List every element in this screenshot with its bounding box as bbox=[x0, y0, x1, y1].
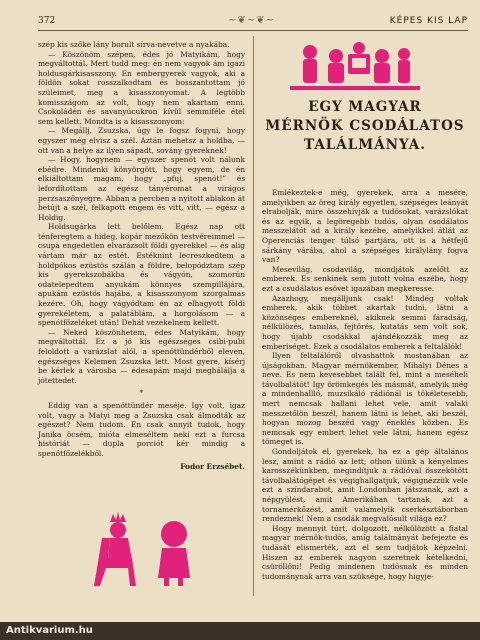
title-line: TALÁLMÁNYA. bbox=[304, 137, 426, 153]
children-radio-illustration bbox=[290, 36, 420, 94]
paragraph: Eddig van a spenóttündér meséje. Igy volt, igaz volt, vagy a Matyi meg a Zsuzska csak álmodták az egészet? Nem tudom. En csak annyit tudok, hogy Janika öcsém, mióta elmeséltem neki ezt a furcsa históriát — dupla porciót kér mindig a spenótfőzelékből. bbox=[38, 400, 245, 458]
paragraph: — Köszönöm szépen, édes jó Matyikám, hogy megváltottál. Mert tudd meg: én nem vagyok ám igazi holdusgárkisasszony. En embergyerek vagyok, aki a földön sokat rosszalkodtam és bosszantottam jó szüleimet, meg a kisasszonyomat. A legtöbb komisszágom az volt, hogy nem akartam enni. Csokoládén és savanyúcukron kívül semmiféle étel sem kellett. Mondta is a kisasszonyom: bbox=[38, 49, 245, 126]
right-column bbox=[262, 188, 468, 581]
paragraph: Gondoljátok el, gyerekek, ha ez a gép általános lesz, amint a rádió az lett; othon ülünk a kényelmes karosszékünkben, megindítjuk a rádióval összekötött távolbalátógépet és végighallgatjuk, végignézzük vele ezt a színdarabot, amit Londonban játszanak, azt a népgyülést, amit Amerikában tartanak, azt a tornamérkőzést, amit valamelyik cserkésztáborban rendeznek! Nem a csodák megvalósult világa ez? bbox=[262, 447, 468, 524]
paragraph: — Megállj, Zsuzska, úgy le fogsz fogyni, hogy egyszer még elvisz a szél. Aztán mehetsz a holdba, — ott van a helye az ilyen sápadt, sovány gyereknek! bbox=[38, 126, 245, 155]
header-ornament: ~❦~❦~ bbox=[228, 15, 275, 26]
paragraph: Hogy mennyit túrt, dolgozott, nélkülözött a fiatal magyar mérnök-tudós, amíg találmányát befejezte és tudását elismerték, azt el sem tudjátok képzelni. Hiszen az emberek nagyon szeretnek kételkedni, csüröllőni! Pedig mindenen tudósnak és minden tudománynak arra van szüksége, hogy higyje- bbox=[262, 523, 468, 581]
author-signature: Fodor Erzsébet. bbox=[180, 461, 245, 471]
paragraph: Ilyen feltalálóról olvashattok mostanában az újságokban. Magyar mérnökember, Mihályi Dénes a neve. Es nem kevesebbet talált fel, mint a meséheli távolbalátót! Igy örömkegés lés másmát, amelyik még a mindenhallló, muzsikáló rádiónál is tökéletesebb, mert nemcsak hallani lehet vele, amit valaki messzetőlön beszél, hanem látni is lehet, aki beszél, hogyan mozog beszéd vagy éneklés közben. Es nemcsak egy embert lehet vele látni, hanem egész tömeget is. bbox=[262, 351, 468, 447]
section-star: * bbox=[139, 388, 144, 398]
paragraph: — Hogy, hogynem — egyszer spenót volt nálunk ebédre. Mindenki könyörgött, hogy egyem, de én elkiáltottam magam, hogy „pfuj, spenót!” és lefordítottam az egész tányéromat a virágos perzsaszőnyegre. Abban a percben a nyitott ablakon át betújt a szél, felkapott engem és vitt, vitt, — egész a Holdig. bbox=[38, 155, 245, 222]
paragraph: Holdsugárka lett belőlem. Egész nap ott ténferegtem a hideg, kopár mezőkön testvéreimmel — csupa engedetlen elvarázsolt földi gyerekkel — és alig vártam már az estét. Estéknint lecreszkedtem a holdpókos ezüstös szálán a földre, belopództam szép kis gyerekszobákba és vágyón, szomorún odatelepedtem anyukám könnyes szempillájára, apukám ezüstös hajába, a kisasszonyom szorgalmas kezére. Oh, hogy vágyódtam én az elhagyott földi gyerekéletem, a palatáblám, a horgolásom — a spenótfőzeléket után! Dehát vezekelnem kellett. bbox=[38, 222, 245, 328]
magazine-name: KÉPES KIS LAP bbox=[389, 16, 468, 26]
footer-bar bbox=[0, 622, 480, 640]
page-number: 372 bbox=[38, 16, 56, 26]
title-line: EGY MAGYAR bbox=[308, 99, 422, 115]
article-title bbox=[262, 98, 468, 155]
paragraph: Mesevilág, csodavilág, mondjátok azelőtt az emberek. Es senkinek sem jutott volna eszébe, hogy ezt a csudálatos esövet igazában megkeresse. bbox=[262, 264, 468, 293]
king-throne-illustration bbox=[88, 508, 198, 588]
paragraph: — Neked köszönhetem, édes Matyikám, hogy megváltottál. Ez a jó kis egészséges csibi-pubi feloldott a varázslat alól, a spenóttündérből eleven, egészséges Kelemen Zsuzska lett. Most gyere, kísérj be kérlek a városba — édesapám majd meghálálja a jótettedet. bbox=[38, 327, 245, 385]
title-line: MÉRNÖK CSODÁLATOS bbox=[265, 118, 465, 134]
left-column bbox=[38, 40, 245, 471]
page-header bbox=[38, 14, 468, 31]
watermark-logo: Antikvarium.hu bbox=[6, 625, 93, 636]
column-divider bbox=[253, 36, 254, 596]
paragraph: Azazhogy, megálljunk csak! Mindég voltak emberek, akik többet akartak tudni, látni a közönséges embereknél, akiknek semmi fáradság, nélkülözés, tanulás, fejtörés, kutatás sem volt sok, hogy újabb csodákkal ajándékozzák meg az emberiséget. Ezek a csodálatos emberek a feltalálók! bbox=[262, 293, 468, 351]
paragraph: szép kis szőke lány borult sírva-nevetve a nyakába. bbox=[38, 40, 230, 49]
paragraph: Emlékeztek-e még, gyerekek, arra a mesére, amelyikben az öreg király egyetlen, szépséges leányát elrabolják, mire összehívják a tudósokat, varázslókat és az egyik, a legöregebb tudós, olyan csodálatos messzelátót ad a király kezébe, amelyikkel átlát az Operenciás tenger túlsó partjára, ott is a hétfejű sárkány várába, ahol a szépséges királylány fogva van? bbox=[262, 188, 468, 265]
